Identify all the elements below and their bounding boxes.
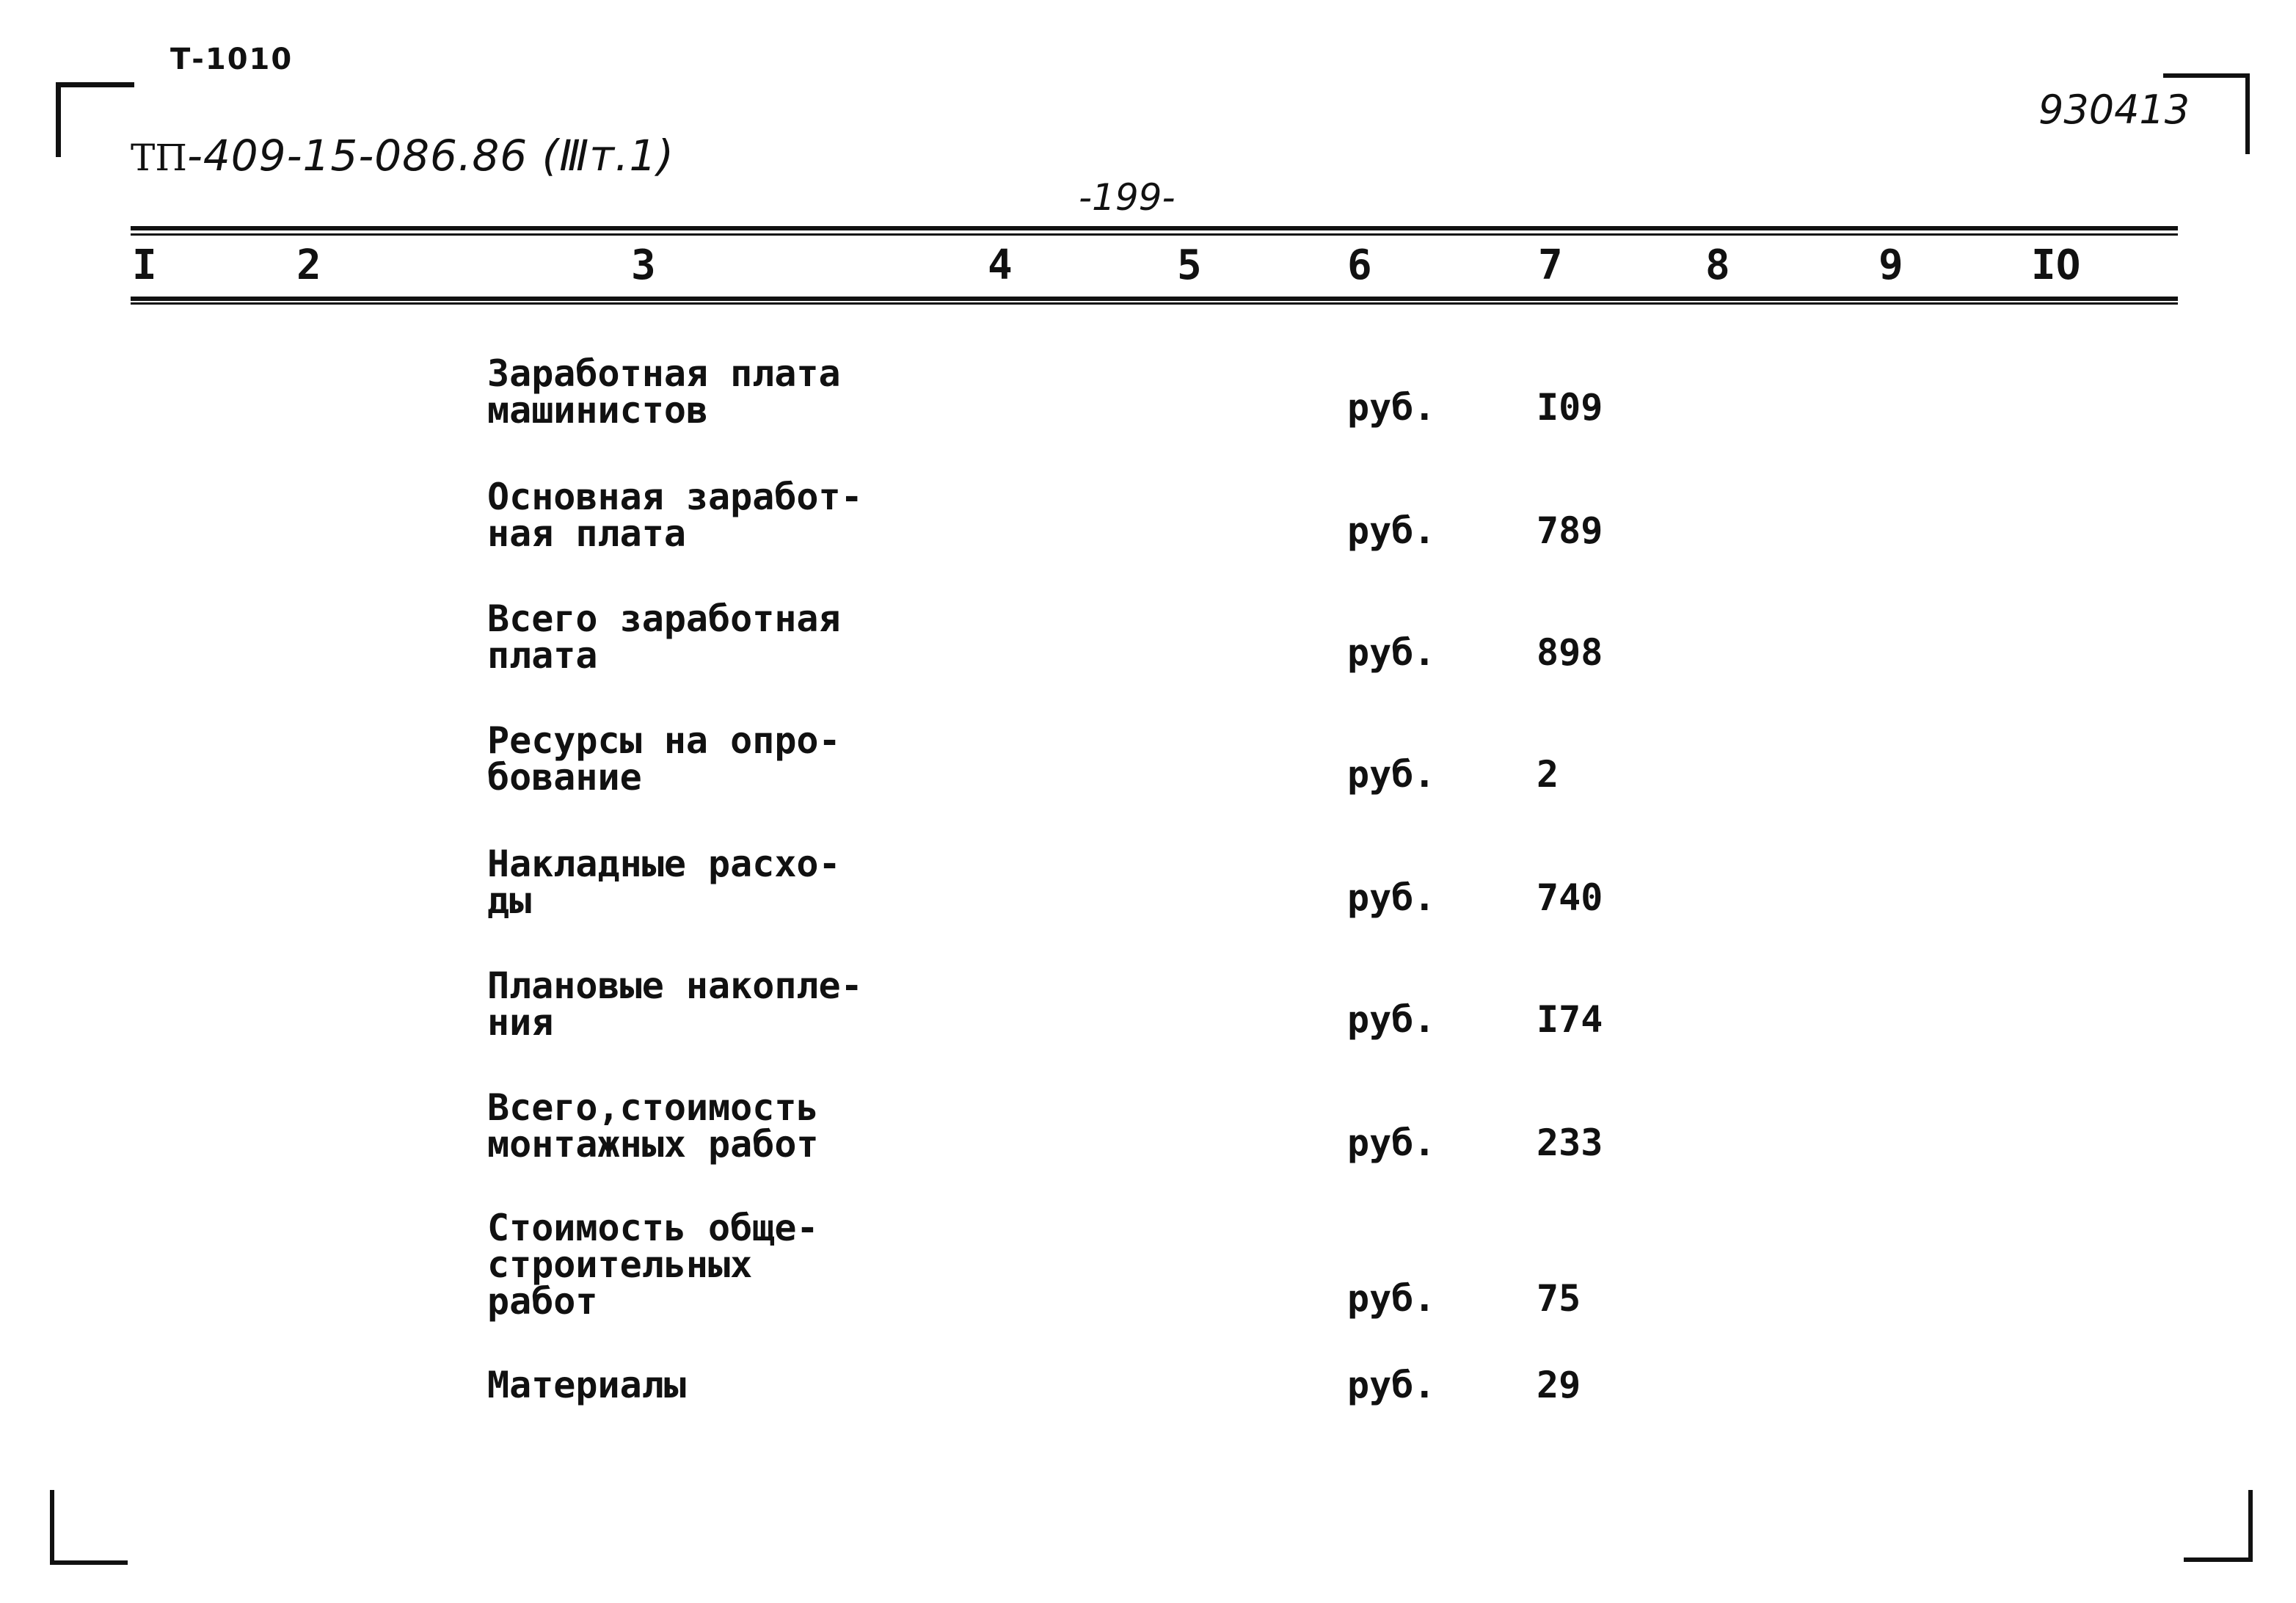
row-3-label: Всего заработная плата	[487, 597, 841, 677]
document-prefix: ТП	[131, 137, 187, 179]
column-header-4: 4	[988, 241, 1013, 289]
row-7-value: 233	[1537, 1122, 1603, 1164]
row-9-unit: руб.	[1347, 1364, 1436, 1406]
table-top-rule-thin	[131, 233, 2178, 236]
row-9-value: 29	[1537, 1364, 1581, 1406]
row-2-unit: руб.	[1347, 509, 1436, 552]
row-7-label: Всего,стоимость монтажных работ	[487, 1086, 819, 1166]
column-header-9: 9	[1878, 241, 1903, 289]
row-3-value: 898	[1537, 631, 1603, 674]
row-8-label: Стоимость обще- строительных работ	[487, 1207, 819, 1323]
row-8-value: 75	[1537, 1277, 1581, 1320]
table-header-rule	[131, 297, 2178, 301]
row-1-value: I09	[1537, 386, 1603, 429]
row-4-value: 2	[1537, 753, 1559, 796]
row-5-value: 740	[1537, 876, 1603, 919]
row-9-label: Материалы	[487, 1364, 686, 1406]
row-7-unit: руб.	[1347, 1122, 1436, 1164]
row-6-value: I74	[1537, 998, 1603, 1041]
table-header-rule-thin	[131, 302, 2178, 305]
row-5-label: Накладные расхо- ды	[487, 843, 841, 922]
document-number	[131, 131, 674, 181]
corner-mark-bottom-left	[50, 1490, 128, 1565]
column-header-3: 3	[631, 241, 656, 289]
row-1-unit: руб.	[1347, 386, 1436, 429]
column-header-7: 7	[1538, 241, 1563, 289]
row-6-unit: руб.	[1347, 998, 1436, 1041]
column-header-10: IO	[2031, 241, 2081, 289]
row-2-label: Основная заработ- ная плата	[487, 476, 863, 555]
row-6-label: Плановые накопле- ния	[487, 964, 863, 1044]
row-4-label: Ресурсы на опро- бование	[487, 719, 841, 799]
sheet-code: Т-1010	[170, 43, 294, 76]
page-number: -199-	[1079, 176, 1176, 219]
row-4-unit: руб.	[1347, 753, 1436, 796]
column-header-6: 6	[1347, 241, 1372, 289]
table-top-rule	[131, 226, 2178, 230]
column-header-2: 2	[296, 241, 321, 289]
corner-mark-top-left	[56, 82, 134, 157]
row-2-value: 789	[1537, 509, 1603, 552]
document-number-handwritten: -409-15-086.86 (Ⅲт.1)	[186, 131, 674, 181]
column-header-5: 5	[1177, 241, 1202, 289]
row-5-unit: руб.	[1347, 876, 1436, 919]
row-3-unit: руб.	[1347, 631, 1436, 674]
column-header-1: I	[132, 241, 157, 289]
row-8-unit: руб.	[1347, 1277, 1436, 1320]
row-1-label: Заработная плата машинистов	[487, 352, 841, 432]
column-header-8: 8	[1705, 241, 1730, 289]
archive-number: 930413	[2038, 87, 2190, 133]
corner-mark-bottom-right	[2184, 1490, 2253, 1562]
